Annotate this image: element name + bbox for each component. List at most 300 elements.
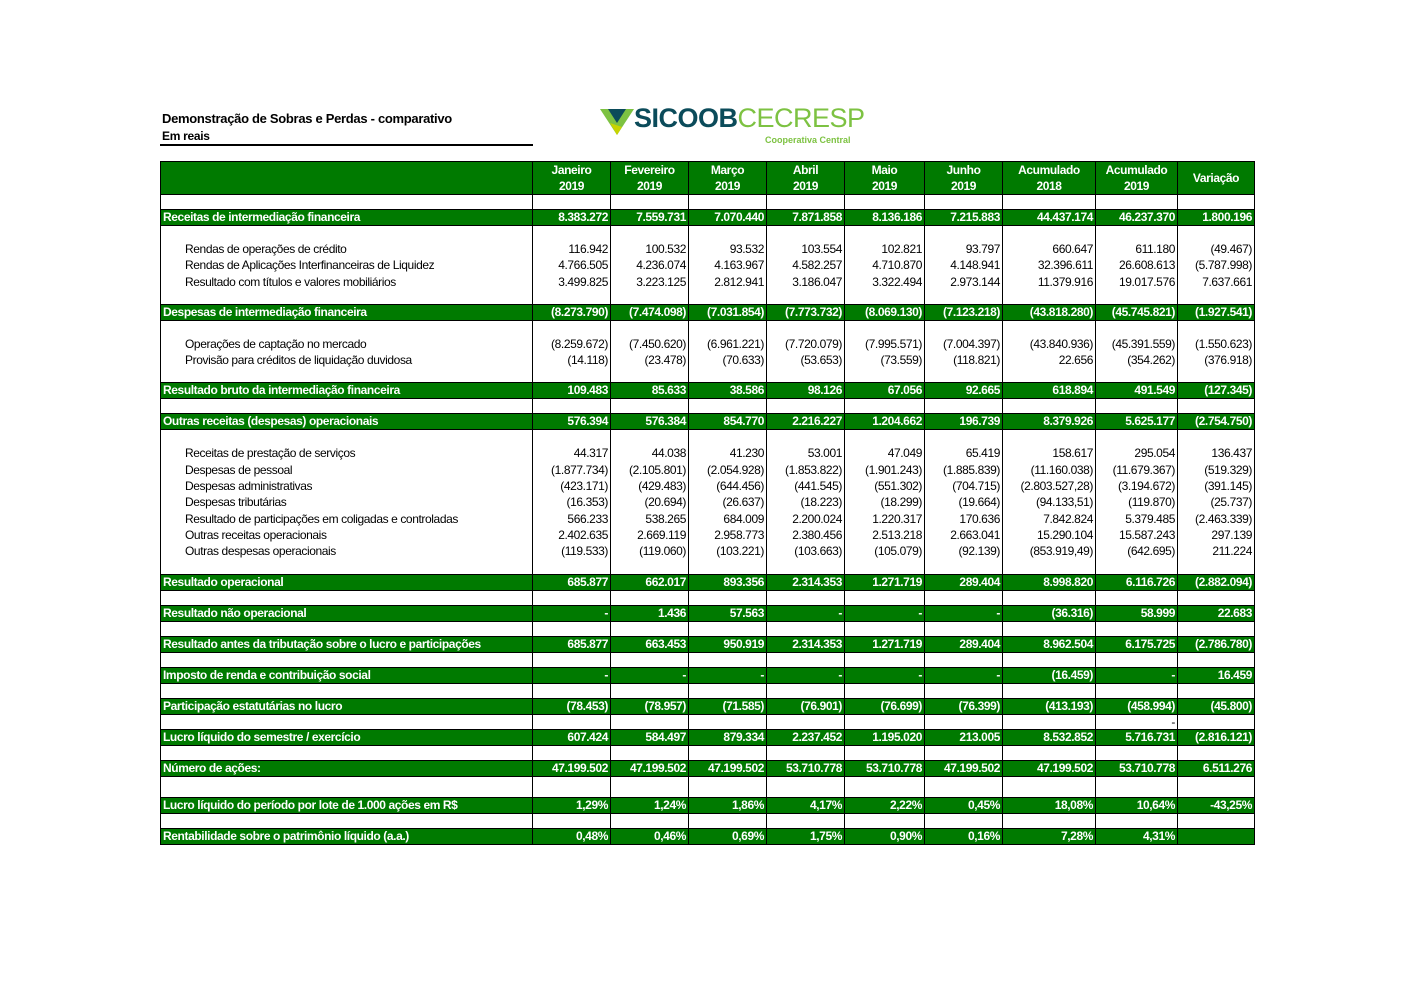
logo-name: CECRESP	[737, 103, 865, 133]
row-value: (2.754.750)	[1178, 414, 1255, 430]
column-header-line2: 2018	[1036, 179, 1062, 193]
row-value: 4,31%	[1096, 828, 1178, 844]
row-value: (7.123.218)	[925, 304, 1003, 320]
row-value: (8.273.790)	[533, 304, 611, 320]
line-item-value: 538.265	[645, 511, 686, 526]
line-item-value: (519.329)	[1204, 462, 1252, 477]
spacer-cell	[925, 621, 1003, 636]
spacer-cell	[1178, 714, 1255, 729]
row-value: (8.069.130)	[845, 304, 925, 320]
detail-values	[845, 430, 925, 574]
title-divider	[160, 144, 533, 146]
line-item-value: 2.200.024	[792, 511, 842, 526]
spacer-cell	[533, 776, 611, 797]
row-value: 18,08%	[1003, 797, 1096, 813]
detail-values	[1096, 226, 1178, 305]
row-value: 2.314.353	[767, 636, 845, 652]
spacer-row	[161, 621, 1255, 636]
line-item-value: (1.853.822)	[785, 462, 842, 477]
spacer-cell	[533, 621, 611, 636]
row-value: 1.436	[611, 605, 689, 621]
spacer-cell	[1178, 590, 1255, 605]
line-item-value: 2.663.041	[950, 527, 1000, 542]
line-item-value: 19.017.576	[1118, 274, 1175, 289]
line-item-value: (1.901.243)	[865, 462, 922, 477]
line-item-value: 3.322.494	[872, 274, 922, 289]
row-value: 7.559.731	[611, 210, 689, 226]
row-value: (76.699)	[845, 698, 925, 714]
line-item-value: 11.379.916	[1037, 274, 1093, 289]
line-item-value: 211.224	[1212, 544, 1252, 559]
column-header-line2: 2019	[558, 179, 585, 193]
spacer-cell	[611, 714, 689, 729]
row-value: (7.474.098)	[611, 304, 689, 320]
logo-tagline: Cooperativa Central	[765, 135, 851, 145]
line-item-value: 93.797	[965, 242, 1000, 256]
line-item-label: Despesas de pessoal	[185, 462, 293, 477]
row-value: 44.437.174	[1003, 210, 1096, 226]
spacer-row	[161, 590, 1255, 605]
row-value: 1,86%	[689, 797, 767, 813]
spacer-cell	[611, 813, 689, 828]
row-value: 618.894	[1003, 383, 1096, 399]
row-value: -	[925, 667, 1003, 683]
column-header-line1: Acumulado	[1018, 163, 1080, 177]
sicoob-cecresp-logo	[600, 103, 865, 149]
detail-labels	[161, 320, 533, 383]
spacer-cell	[689, 399, 767, 414]
row-value: 47.199.502	[1003, 760, 1096, 776]
line-item-value: (2.054.928)	[707, 462, 764, 477]
column-header	[1096, 162, 1178, 195]
line-item-value: 2.812.941	[714, 274, 764, 289]
detail-row-group	[161, 320, 1255, 383]
line-item-value: 295.054	[1134, 446, 1175, 461]
row-value: 8.383.272	[533, 210, 611, 226]
row-label: Resultado bruto da intermediação financeira	[161, 383, 533, 399]
spacer-cell	[611, 195, 689, 210]
line-item-value: 2.669.119	[637, 527, 686, 542]
row-value: 8.136.186	[845, 210, 925, 226]
detail-values	[689, 320, 767, 383]
line-item-value: 103.554	[801, 242, 842, 256]
row-value: 8.532.852	[1003, 729, 1096, 745]
subtotal-row	[161, 797, 1255, 813]
row-value: (413.193)	[1003, 698, 1096, 714]
line-item-value: (354.262)	[1127, 353, 1175, 368]
line-item-value: 47.049	[887, 446, 922, 461]
spacer-cell	[767, 652, 845, 667]
row-value: -	[533, 605, 611, 621]
line-item-value: 2.513.218	[872, 527, 922, 542]
spacer-cell	[925, 652, 1003, 667]
row-value: (36.316)	[1003, 605, 1096, 621]
row-value: 1,75%	[767, 828, 845, 844]
spacer-cell	[689, 714, 767, 729]
spacer-cell	[767, 745, 845, 760]
spacer-cell	[533, 399, 611, 414]
spacer-cell	[1096, 683, 1178, 698]
row-label: Despesas de intermediação financeira	[161, 304, 533, 320]
subtotal-row	[161, 698, 1255, 714]
row-value: 2,22%	[845, 797, 925, 813]
line-item-value: (26.637)	[722, 495, 764, 510]
row-label: Lucro líquido do período por lote de 1.000 ações em R$	[161, 797, 533, 813]
row-value: 2.216.227	[767, 414, 845, 430]
row-value: (76.399)	[925, 698, 1003, 714]
line-item-value: (441.545)	[794, 479, 842, 494]
spacer-cell	[925, 776, 1003, 797]
line-item-value: 65.419	[965, 446, 1000, 461]
spacer-cell	[767, 714, 845, 729]
spacer-row	[161, 683, 1255, 698]
detail-values	[767, 320, 845, 383]
spacer-cell	[689, 745, 767, 760]
detail-row-group	[161, 226, 1255, 305]
spacer-cell	[767, 399, 845, 414]
row-value: 8.379.926	[1003, 414, 1096, 430]
spacer-cell	[1003, 399, 1096, 414]
row-value: 893.356	[689, 574, 767, 590]
spacer-cell	[689, 621, 767, 636]
row-value: 7,28%	[1003, 828, 1096, 844]
line-item-value: 100.532	[645, 242, 686, 256]
spacer-cell	[1003, 813, 1096, 828]
spacer-cell	[1003, 714, 1096, 729]
subtotal-row	[161, 304, 1255, 320]
line-item-value: 4.710.870	[872, 258, 922, 273]
line-item-value: 2.380.456	[792, 527, 842, 542]
spacer-cell	[1178, 195, 1255, 210]
spacer-cell	[161, 652, 533, 667]
column-header-line1: Acumulado	[1105, 163, 1168, 177]
column-header-line2: 2019	[1123, 179, 1150, 193]
line-item-value: (3.194.672)	[1118, 479, 1175, 494]
row-value: 213.005	[925, 729, 1003, 745]
line-item-value: 136.437	[1211, 446, 1252, 461]
row-value: 0,69%	[689, 828, 767, 844]
column-header-line1: Março	[710, 163, 745, 177]
row-label: Resultado antes da tributação sobre o lucro e participações	[161, 636, 533, 652]
row-value: (16.459)	[1003, 667, 1096, 683]
spacer-cell	[161, 399, 533, 414]
row-value: 0,46%	[611, 828, 689, 844]
spacer-row	[161, 714, 1255, 729]
row-value: (43.818.280)	[1003, 304, 1096, 320]
spacer-cell	[161, 714, 533, 729]
row-value: -	[767, 605, 845, 621]
row-value: 7.070.440	[689, 210, 767, 226]
line-item-value: (23.478)	[644, 353, 686, 368]
detail-values	[689, 226, 767, 305]
row-value: 289.404	[925, 574, 1003, 590]
line-item-value: (119.060)	[639, 544, 686, 559]
line-item-value: (7.004.397)	[943, 336, 1000, 351]
spacer-cell	[767, 683, 845, 698]
row-value: -	[611, 667, 689, 683]
line-item-value: (1.885.839)	[943, 462, 1000, 477]
detail-values	[767, 226, 845, 305]
column-header-line2: 2019	[950, 179, 977, 193]
line-item-value: 4.766.505	[558, 258, 608, 273]
spacer-cell	[689, 683, 767, 698]
row-value: 85.633	[611, 383, 689, 399]
spacer-row	[161, 195, 1255, 210]
subtotal-row	[161, 729, 1255, 745]
spacer-cell	[1003, 621, 1096, 636]
spacer-cell	[161, 621, 533, 636]
line-item-value: 3.223.125	[636, 274, 686, 289]
line-item-value: (853.919,49)	[1029, 544, 1093, 559]
row-value: (458.994)	[1096, 698, 1178, 714]
spacer-cell	[1096, 590, 1178, 605]
detail-values	[1178, 320, 1255, 383]
line-item-value: 4.582.257	[792, 258, 842, 273]
line-item-value: 4.236.074	[636, 258, 686, 273]
line-item-value: 684.009	[723, 511, 764, 526]
line-item-value: (2.105.801)	[629, 462, 686, 477]
spacer-cell	[925, 399, 1003, 414]
spacer-cell	[1096, 195, 1178, 210]
line-item-value: (644.456)	[716, 479, 764, 494]
row-value: 1.204.662	[845, 414, 925, 430]
row-value: 1,24%	[611, 797, 689, 813]
column-header	[533, 162, 611, 195]
spacer-cell	[533, 714, 611, 729]
column-header-line2: 2019	[871, 179, 898, 193]
spacer-cell	[689, 776, 767, 797]
line-item-label: Receitas de prestação de serviços	[185, 446, 356, 461]
spacer-cell	[161, 590, 533, 605]
line-item-value: 15.290.104	[1036, 527, 1093, 542]
detail-values	[1003, 226, 1096, 305]
detail-values	[533, 226, 611, 305]
column-header-line1: Abril	[792, 163, 819, 177]
row-value: 607.424	[533, 729, 611, 745]
row-value: 58.999	[1096, 605, 1178, 621]
row-value: 53.710.778	[767, 760, 845, 776]
detail-values	[925, 320, 1003, 383]
line-item-value: 660.647	[1052, 242, 1093, 256]
spacer-cell	[611, 683, 689, 698]
detail-values	[1178, 226, 1255, 305]
line-item-value: (423.171)	[560, 479, 608, 494]
line-item-label: Rendas de operações de crédito	[185, 242, 347, 256]
detail-values	[533, 430, 611, 574]
row-value: (71.585)	[689, 698, 767, 714]
row-value: (2.816.121)	[1178, 729, 1255, 745]
spacer-cell	[689, 813, 767, 828]
line-item-value: 7.842.824	[1043, 511, 1093, 526]
line-item-value: (118.821)	[953, 353, 1000, 368]
line-item-value: 15.587.243	[1118, 527, 1175, 542]
spacer-cell	[1096, 745, 1178, 760]
row-value	[1178, 828, 1255, 844]
spacer-cell	[1178, 399, 1255, 414]
row-value: 109.483	[533, 383, 611, 399]
spacer-cell	[767, 776, 845, 797]
column-header-line1: Junho	[946, 163, 981, 177]
column-header-line2: 2019	[636, 179, 663, 193]
row-value: 1.195.020	[845, 729, 925, 745]
row-value: (2.882.094)	[1178, 574, 1255, 590]
spacer-cell	[925, 813, 1003, 828]
detail-values	[533, 320, 611, 383]
line-item-value: 2.958.773	[714, 527, 764, 542]
line-item-value: (43.840.936)	[1029, 336, 1093, 351]
row-value: (1.927.541)	[1178, 304, 1255, 320]
spacer-cell	[1096, 621, 1178, 636]
row-value: 685.877	[533, 636, 611, 652]
row-value: 491.549	[1096, 383, 1178, 399]
line-item-value: 44.317	[573, 446, 608, 461]
spacer-cell	[845, 683, 925, 698]
row-value: 47.199.502	[533, 760, 611, 776]
spacer-cell	[767, 590, 845, 605]
column-header	[1178, 162, 1255, 195]
column-header	[1003, 162, 1096, 195]
spacer-cell	[1178, 683, 1255, 698]
line-item-label: Despesas administrativas	[185, 479, 313, 494]
subtotal-row	[161, 383, 1255, 399]
row-value: 289.404	[925, 636, 1003, 652]
spacer-cell	[1003, 683, 1096, 698]
row-label: Receitas de intermediação financeira	[161, 210, 533, 226]
subtotal-row	[161, 828, 1255, 844]
column-header-line1: Maio	[871, 163, 898, 177]
detail-values	[767, 430, 845, 574]
row-value: -	[845, 605, 925, 621]
table-header-row	[161, 162, 1255, 195]
line-item-value: (391.145)	[1204, 479, 1252, 494]
column-header-line2: 2019	[792, 179, 819, 193]
row-value: -	[767, 667, 845, 683]
column-header	[767, 162, 845, 195]
spacer-cell	[1178, 745, 1255, 760]
row-value: 38.586	[689, 383, 767, 399]
row-value: 0,48%	[533, 828, 611, 844]
line-item-value: 116.942	[568, 242, 608, 256]
row-value: 1,29%	[533, 797, 611, 813]
line-item-value: (376.918)	[1204, 353, 1252, 368]
line-item-label: Despesas tributárias	[185, 495, 287, 510]
logo-brand: SICOOB	[634, 103, 738, 133]
row-value: 57.563	[689, 605, 767, 621]
column-header	[611, 162, 689, 195]
row-value: 53.710.778	[1096, 760, 1178, 776]
row-value: 2.237.452	[767, 729, 845, 745]
line-item-value: (103.663)	[794, 544, 842, 559]
spacer-cell	[1178, 776, 1255, 797]
line-item-value: (20.694)	[644, 495, 686, 510]
line-item-value: (1.550.623)	[1195, 336, 1252, 351]
subtotal-row	[161, 605, 1255, 621]
report-title: Demonstração de Sobras e Perdas - comparativo	[162, 111, 452, 126]
spacer-row	[161, 652, 1255, 667]
row-value: 8.962.504	[1003, 636, 1096, 652]
detail-labels	[161, 430, 533, 574]
spacer-cell	[1096, 652, 1178, 667]
row-value: 7.871.858	[767, 210, 845, 226]
line-item-label: Outras despesas operacionais	[185, 544, 336, 559]
spacer-cell	[611, 745, 689, 760]
row-value: 950.919	[689, 636, 767, 652]
spacer-cell: -	[1096, 714, 1178, 729]
line-item-value: 566.233	[567, 511, 608, 526]
line-item-value: (5.787.998)	[1195, 258, 1252, 273]
spacer-cell	[533, 590, 611, 605]
row-value: 1.271.719	[845, 636, 925, 652]
row-label: Número de ações:	[161, 760, 533, 776]
row-value: 4,17%	[767, 797, 845, 813]
detail-values	[1178, 430, 1255, 574]
detail-values	[611, 320, 689, 383]
logo-wordmark	[634, 105, 865, 132]
line-item-value: (119.870)	[1128, 495, 1175, 510]
spacer-cell	[925, 714, 1003, 729]
spacer-cell	[611, 621, 689, 636]
row-value: 16.459	[1178, 667, 1255, 683]
line-item-value: 41.230	[729, 446, 764, 461]
column-header	[925, 162, 1003, 195]
subtotal-row	[161, 636, 1255, 652]
line-item-value: (53.653)	[800, 353, 842, 368]
spacer-cell	[925, 683, 1003, 698]
detail-values	[1003, 430, 1096, 574]
line-item-value: (18.223)	[800, 495, 842, 510]
row-value: 67.056	[845, 383, 925, 399]
line-item-label: Resultado com títulos e valores mobiliários	[185, 274, 396, 289]
line-item-value: (14.118)	[567, 353, 608, 368]
row-label: Outras receitas (despesas) operacionais	[161, 414, 533, 430]
report-subtitle: Em reais	[162, 129, 210, 143]
line-item-value: 1.220.317	[872, 511, 922, 526]
line-item-value: (7.450.620)	[629, 336, 686, 351]
spacer-cell	[533, 813, 611, 828]
line-item-value: (7.995.571)	[865, 336, 922, 351]
subtotal-row	[161, 760, 1255, 776]
spacer-cell	[845, 195, 925, 210]
row-value: 22.683	[1178, 605, 1255, 621]
spacer-cell	[161, 776, 533, 797]
line-item-value: 5.379.485	[1125, 511, 1175, 526]
spacer-cell	[845, 652, 925, 667]
detail-values	[845, 226, 925, 305]
line-item-value: (2.463.339)	[1195, 511, 1252, 526]
row-value: 6.116.726	[1096, 574, 1178, 590]
line-item-value: 102.821	[881, 242, 922, 256]
column-header-line2: 2019	[714, 179, 741, 193]
line-item-value: 158.617	[1052, 446, 1093, 461]
spacer-cell	[611, 399, 689, 414]
line-item-value: 7.637.661	[1202, 274, 1252, 289]
column-header-line1: Variação	[1192, 171, 1240, 185]
spacer-cell	[611, 776, 689, 797]
line-item-value: 53.001	[807, 446, 842, 461]
spacer-cell	[1096, 776, 1178, 797]
row-value: 576.394	[533, 414, 611, 430]
line-item-value: (11.160.038)	[1030, 462, 1093, 477]
row-value: (45.800)	[1178, 698, 1255, 714]
row-value: 1.800.196	[1178, 210, 1255, 226]
spacer-cell	[845, 621, 925, 636]
spacer-cell	[845, 776, 925, 797]
subtotal-row	[161, 574, 1255, 590]
spacer-cell	[611, 590, 689, 605]
row-value: 663.453	[611, 636, 689, 652]
detail-values	[1096, 320, 1178, 383]
row-value: -	[533, 667, 611, 683]
